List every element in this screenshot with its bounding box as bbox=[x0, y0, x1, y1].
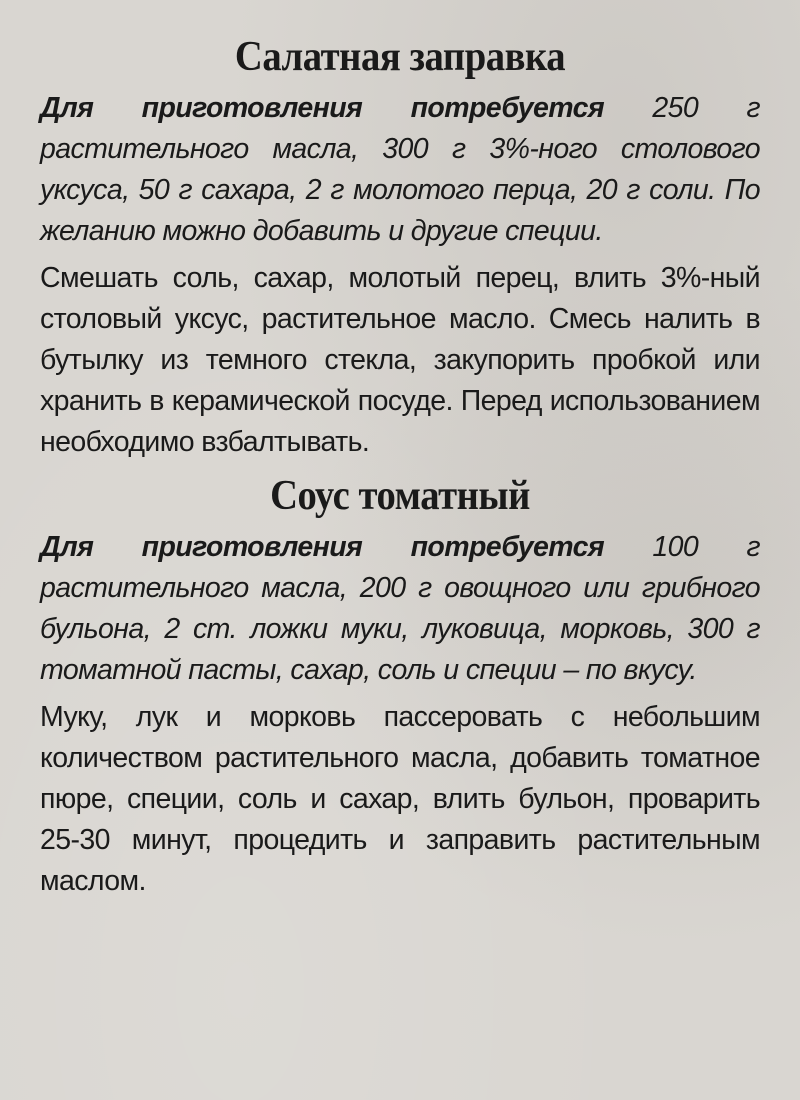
ingredients-lead: Для приготовления потребуется bbox=[40, 92, 605, 124]
recipe-title: Салатная заправка bbox=[234, 34, 566, 80]
ingredients-text: 250 г растительного масла, 300 г 3%-ного столового уксуса, 50 г сахара, 2 г молотого перца, 20 г соли. По желанию можно добавить и другие специи. bbox=[40, 92, 760, 247]
recipe-tomato-sauce bbox=[40, 465, 760, 902]
recipe-title: Соус томатный bbox=[270, 473, 530, 519]
ingredients-paragraph bbox=[40, 88, 760, 252]
method-paragraph: Муку, лук и морковь пассеровать с небольшим количеством растительного масла, добавить томатное пюре, специи, соль и сахар, влить бульон, проварить 25-30 минут, процедить и заправить растительным маслом. bbox=[40, 701, 760, 897]
ingredients-paragraph bbox=[40, 527, 760, 691]
ingredients-text: 100 г растительного масла, 200 г овощного или грибного бульона, 2 ст. ложки муки, луковица, морковь, 300 г томатной пасты, сахар, соль и специи – по вкусу. bbox=[40, 531, 760, 686]
method-paragraph: Смешать соль, сахар, молотый перец, влить 3%-ный столовый уксус, растительное масло. Смесь налить в бутылку из темного стекла, закупорить пробкой или хранить в керамической посуде. Перед использованием необходимо взбалтывать. bbox=[40, 262, 760, 458]
recipe-salad-dressing bbox=[40, 26, 760, 463]
ingredients-lead: Для приготовления потребуется bbox=[40, 531, 605, 563]
